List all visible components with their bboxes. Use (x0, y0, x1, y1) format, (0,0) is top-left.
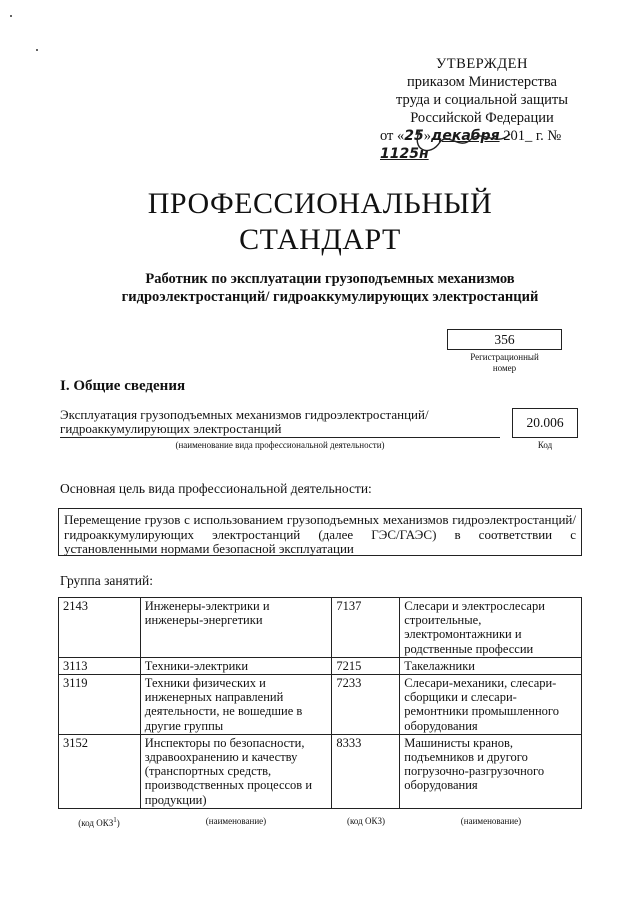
occupation-name: Слесари и электрослесари строительные, электромонтажники и родственные профессии (400, 598, 582, 658)
goal-text-box: Перемещение грузов с использованием грузоподъемных механизмов гидроэлектростанций/ гидроаккумулирующих электростанций (далее ГЭС/ГАЭС) в соответствии с установленными нормами безопасной эксплуатации (58, 508, 582, 556)
approval-line: приказом Министерства (407, 74, 557, 90)
handwriting-flourish-icon (400, 120, 540, 160)
table-row (59, 734, 582, 808)
scan-speck (10, 15, 12, 17)
subtitle-line-2: гидроэлектростанций/ гидроаккумулирующих электростанций (121, 289, 539, 305)
table-row (59, 598, 582, 658)
handwritten-order-number: 1125н (380, 146, 429, 162)
occupation-name: Машинисты кранов, подъемников и другого погрузочно-разгрузочного оборудования (400, 734, 582, 808)
registration-caption-line-2: номер (492, 363, 517, 373)
activity-name (60, 408, 500, 438)
table-footer-name: (наименование) (205, 816, 267, 826)
occupation-name: Техники-электрики (140, 657, 332, 674)
occupation-group-label: Группа занятий: (60, 573, 153, 588)
activity-code-caption: Код (537, 440, 553, 450)
approval-line: труда и социальной защиты (396, 92, 568, 108)
handwritten-month: декабря (431, 128, 500, 144)
approval-date-line: от «25»декабря 201_ г. № 1125н (380, 128, 562, 162)
title-line-1: ПРОФЕССИОНАЛЬНЫЙ (147, 187, 493, 220)
goal-label: Основная цель вида профессиональной деятельности: (60, 481, 372, 496)
okz-code: 8333 (332, 734, 400, 808)
date-prefix: от « (380, 128, 405, 144)
okz-code: 7215 (332, 657, 400, 674)
scan-speck (36, 49, 38, 51)
title-line-2: СТАНДАРТ (239, 223, 401, 256)
okz-code: 7137 (332, 598, 400, 658)
footer-okz-label: (код ОКЗ (78, 818, 114, 828)
registration-caption-line-1: Регистрационный (470, 352, 539, 362)
okz-code: 7233 (332, 675, 400, 735)
footnote-marker: 1 (113, 816, 117, 824)
okz-code: 3119 (59, 675, 141, 735)
date-year: 201_ г. № (503, 128, 562, 144)
activity-code-box: 20.006 (512, 408, 578, 438)
approval-line: Российской Федерации (410, 110, 554, 126)
occupation-name: Инженеры-электрики и инженеры-энергетики (140, 598, 332, 658)
registration-number-box: 356 (447, 329, 562, 350)
table-footer-name: (наименование) (460, 816, 522, 826)
occupation-name: Такелажники (400, 657, 582, 674)
table-row (59, 675, 582, 735)
table-footer-okz-code: (код ОКЗ) (347, 816, 385, 826)
table-row (59, 657, 582, 674)
occupation-name: Слесари-механики, слесари-сборщики и слесари-ремонтники промышленного оборудования (400, 675, 582, 735)
okz-code: 3152 (59, 734, 141, 808)
section-title: I. Общие сведения (60, 378, 186, 394)
okz-code: 3113 (59, 657, 141, 674)
table-footer-okz-code (58, 816, 140, 828)
subtitle-line-1: Работник по эксплуатации грузоподъемных механизмов (145, 271, 515, 287)
okz-code: 2143 (59, 598, 141, 658)
handwritten-day: 25 (404, 128, 424, 144)
activity-name-line-1: Эксплуатация грузоподъемных механизмов гидроэлектростанций/ (60, 407, 429, 422)
occupation-name: Техники физических и инженерных направлений деятельности, не вошедшие в другие группы (140, 675, 332, 735)
occupation-table (58, 597, 582, 809)
occupation-name: Инспекторы по безопасности, здравоохранению и качеству (транспортных средств, производственных процессов и продукции) (140, 734, 332, 808)
registration-caption (447, 352, 562, 374)
footer-okz-close: ) (116, 818, 120, 828)
activity-name-caption: (наименование вида профессиональной деятельности) (175, 440, 385, 450)
approval-title: УТВЕРЖДЕН (436, 56, 528, 72)
activity-name-line-2: гидроаккумулирующих электростанций (60, 421, 282, 436)
